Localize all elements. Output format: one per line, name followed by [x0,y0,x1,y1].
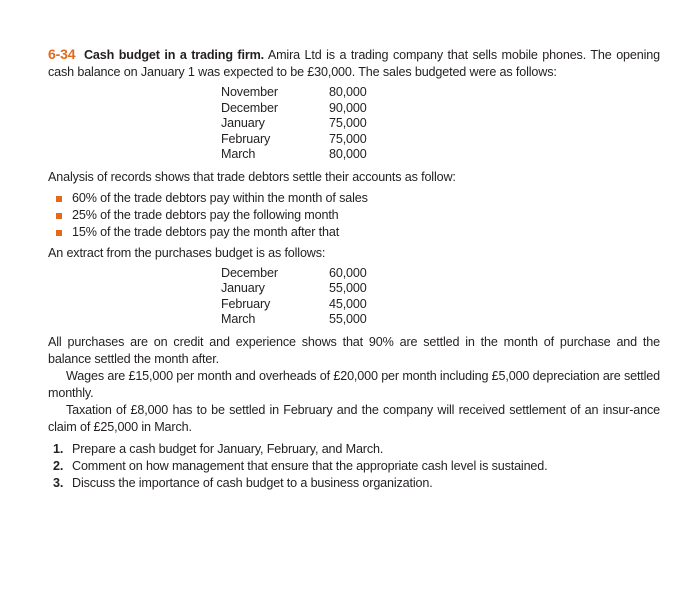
table-row [221,281,367,297]
list-item [48,475,660,492]
debtors-intro: Analysis of records shows that trade debtors settle their accounts as follow: [48,169,456,184]
sales-budget-table [221,85,367,163]
list-item [48,224,660,241]
sales-amount: 75,000 [329,131,367,146]
sales-amount: 75,000 [329,116,367,130]
table-row [221,147,367,163]
sales-month: January [221,116,265,130]
list-item [48,441,660,458]
question-text: Prepare a cash budget for January, February, and March. [72,441,384,456]
purchases-intro: An extract from the purchases budget is as follows: [48,245,326,260]
bullet-text: 60% of the trade debtors pay within the month of sales [72,190,368,205]
sales-amount: 80,000 [329,85,367,99]
square-bullet-icon [56,196,62,202]
bullet-text: 15% of the trade debtors pay the month after that [72,224,340,239]
sales-month: November [221,85,278,99]
question-text: Discuss the importance of cash budget to a business organization. [72,475,433,490]
purchase-month: February [221,296,271,311]
problem-intro-text: Amira Ltd is a trading company that sells mobile phones. The opening cash balance on January 1 was expected to be £30,000. The sales budgeted were as follows: [48,48,660,79]
sales-month: March [221,147,256,161]
sales-month: February [221,131,271,146]
sales-amount: 80,000 [329,147,367,161]
problem-title: Cash budget in a trading firm. [83,48,264,62]
purchases-budget-table [221,266,367,328]
question-list [48,441,660,492]
sales-amount: 90,000 [329,100,367,115]
debtors-bullet-list [48,190,660,241]
table-row [221,297,367,313]
purchase-amount: 60,000 [329,265,367,280]
list-item [48,190,660,207]
question-text: Comment on how management that ensure that the appropriate cash level is sustained. [72,458,548,473]
bullet-text: 25% of the trade debtors pay the following month [72,207,339,222]
question-number: 2. [53,458,64,473]
purchase-month: January [221,281,265,295]
square-bullet-icon [56,230,62,236]
square-bullet-icon [56,213,62,219]
purchase-amount: 55,000 [329,281,367,295]
purchases-settlement-paragraph: All purchases are on credit and experience shows that 90% are settled in the month of purchase and the balance settled the month after. [48,334,660,366]
table-row [221,85,367,101]
table-row [221,101,367,117]
list-item [48,207,660,224]
textbook-problem [48,46,660,492]
purchase-amount: 55,000 [329,312,367,326]
table-row [221,266,367,282]
wages-paragraph: Wages are £15,000 per month and overheads of £20,000 per month including £5,000 depreciation are settled monthly. [48,368,660,400]
question-number: 3. [53,475,64,490]
problem-number: 6-34 [48,46,76,62]
table-row [221,312,367,328]
purchase-month: March [221,312,256,326]
question-number: 1. [53,441,64,456]
problem-intro [48,46,660,81]
list-item [48,458,660,475]
table-row [221,116,367,132]
sales-month: December [221,100,278,115]
purchase-month: December [221,265,278,280]
taxation-paragraph: Taxation of £8,000 has to be settled in February and the company will received settlement of an insur-ance claim of £25,000 in March. [48,402,660,434]
purchase-amount: 45,000 [329,296,367,311]
table-row [221,132,367,148]
